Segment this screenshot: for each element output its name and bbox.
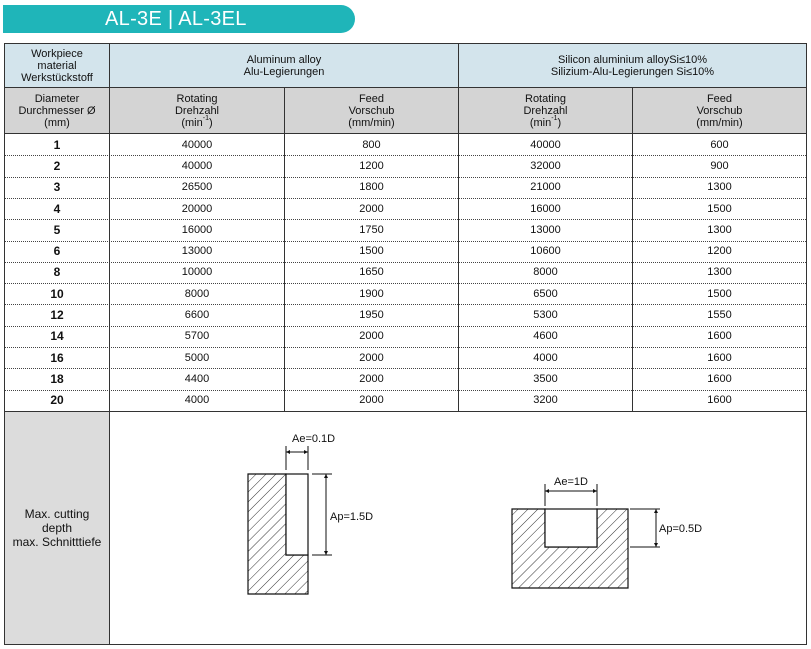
aluminum-alloy-header xyxy=(110,44,458,87)
group1-label-de: Alu-Legierungen xyxy=(243,65,325,78)
ap1-arrow-top xyxy=(324,474,328,478)
rotating-header-1 xyxy=(110,88,284,133)
ae2-arrow-left xyxy=(545,489,549,493)
rotating-cell: 4400 xyxy=(184,372,210,385)
ap2-arrow-top xyxy=(654,509,658,513)
diameter-cell: 3 xyxy=(53,180,61,195)
ae1-label: Ae=0.1D xyxy=(292,433,336,445)
rotating-cell: 16000 xyxy=(530,202,561,215)
rotating-cell: 5300 xyxy=(533,309,558,322)
grid-line xyxy=(109,44,110,644)
rotating-unit xyxy=(175,114,219,129)
rotating-cell: 8000 xyxy=(184,287,210,300)
diameter-cell: 1 xyxy=(53,137,61,152)
diameter-cell: 10 xyxy=(50,286,64,301)
feed-cell: 1200 xyxy=(707,245,732,258)
feed-cell: 1750 xyxy=(359,223,384,236)
diameter-cell: 2 xyxy=(53,158,61,173)
ap2-arrow-bottom xyxy=(654,543,658,547)
ae1-arrow-left xyxy=(286,450,290,454)
rotating-label-line2: Drehzahl xyxy=(523,104,568,117)
material-header-cell xyxy=(5,44,109,87)
feed-cell: 1600 xyxy=(707,330,732,343)
feed-label-line1: Feed xyxy=(706,92,733,105)
feed-cell: 1500 xyxy=(707,202,732,215)
feed-header-1 xyxy=(285,88,458,133)
diameter-cell: 8 xyxy=(53,265,61,280)
rotating-cell: 40000 xyxy=(181,159,213,172)
diameter-cell: 14 xyxy=(50,329,64,344)
rotating-cell: 13000 xyxy=(530,223,561,236)
material-label-line2: material xyxy=(37,59,77,72)
rotating-unit xyxy=(523,114,567,129)
rotating-cell: 10600 xyxy=(530,245,561,258)
diameter-cell: 20 xyxy=(50,393,64,408)
grid-line xyxy=(284,88,285,411)
diameter-label-line2: Durchmesser Ø xyxy=(18,104,96,117)
rotating-unit-base: (min xyxy=(529,116,552,129)
diameter-header xyxy=(5,88,109,133)
material-label-line3: Werkstückstoff xyxy=(21,71,93,84)
rotating-unit-close: ) xyxy=(208,116,213,129)
feed-cell: 2000 xyxy=(359,330,384,343)
feed-label-line3: (mm/min) xyxy=(348,116,395,129)
rotating-cell: 8000 xyxy=(533,266,558,279)
grid-line xyxy=(5,133,806,134)
feed-cell: 1300 xyxy=(707,181,732,194)
rotating-cell: 6500 xyxy=(533,287,558,300)
grid-line xyxy=(5,411,806,412)
feed-header-2 xyxy=(633,88,806,133)
feed-cell: 2000 xyxy=(359,351,384,364)
diameter-label-line3: (mm) xyxy=(44,116,70,129)
feed-cell: 2000 xyxy=(359,394,384,407)
feed-label-line1: Feed xyxy=(358,92,385,105)
rotating-cell: 4000 xyxy=(533,351,558,364)
feed-cell: 1800 xyxy=(359,181,384,194)
feed-cell: 1500 xyxy=(707,287,732,300)
rotating-cell: 10000 xyxy=(181,266,213,279)
feed-cell: 1600 xyxy=(707,351,732,364)
rotating-unit-close: ) xyxy=(557,116,562,129)
rotating-cell: 20000 xyxy=(181,202,213,215)
feed-cell: 1300 xyxy=(707,266,732,279)
diameter-cell: 4 xyxy=(53,201,61,216)
ae2-label: Ae=1D xyxy=(554,476,588,488)
feed-cell: 2000 xyxy=(359,202,384,215)
ap1-label: Ap=1.5D xyxy=(330,511,374,523)
diameter-cell: 6 xyxy=(53,244,61,259)
diameter-cell: 5 xyxy=(53,222,61,237)
cut-region-1 xyxy=(286,474,308,555)
rotating-cell: 5700 xyxy=(184,330,210,343)
feed-cell: 1550 xyxy=(707,309,732,322)
cutting-conditions-table xyxy=(4,43,807,645)
group2-label-en: Silicon aluminium alloySi≤10% xyxy=(557,53,708,66)
rotating-label-line1: Rotating xyxy=(176,92,218,105)
feed-cell: 800 xyxy=(362,138,381,151)
feed-cell: 1600 xyxy=(707,372,732,385)
product-title-banner xyxy=(3,5,355,33)
feed-cell: 600 xyxy=(710,138,729,151)
rotating-unit-exp: -1 xyxy=(202,114,209,122)
rotating-cell: 16000 xyxy=(181,223,213,236)
diagram-slot-milling xyxy=(512,476,702,588)
rotating-label-line1: Rotating xyxy=(525,92,566,105)
cutting-depth-line3: max. Schnitttiefe xyxy=(12,535,102,549)
cutting-depth-line1: Max. cutting xyxy=(24,507,90,521)
diameter-cell: 16 xyxy=(50,350,64,365)
feed-cell: 1300 xyxy=(707,223,732,236)
rotating-cell: 32000 xyxy=(530,159,561,172)
feed-cell: 1900 xyxy=(359,287,384,300)
rotating-unit-base: (min xyxy=(181,116,203,129)
feed-label-line2: Vorschub xyxy=(696,104,743,117)
material-label-line1: Workpiece xyxy=(31,47,83,60)
feed-label-line3: (mm/min) xyxy=(696,116,743,129)
rotating-label-line2: Drehzahl xyxy=(174,104,220,117)
feed-cell: 1600 xyxy=(707,394,732,407)
diagram-side-milling xyxy=(248,433,373,594)
cutting-depth-label-cell xyxy=(5,412,109,644)
cut-region-2 xyxy=(545,509,597,547)
cutting-depth-diagrams xyxy=(110,412,806,644)
feed-cell: 1650 xyxy=(359,266,384,279)
rotating-cell: 3200 xyxy=(533,394,558,407)
feed-cell: 1950 xyxy=(359,309,384,322)
rotating-unit-exp: -1 xyxy=(551,114,558,122)
rotating-cell: 3500 xyxy=(533,372,558,385)
cutting-depth-line2: depth xyxy=(41,521,73,535)
rotating-cell: 5000 xyxy=(184,351,210,364)
grid-line xyxy=(632,88,633,411)
feed-label-line2: Vorschub xyxy=(348,104,395,117)
product-title: AL-3E | AL-3EL xyxy=(105,8,247,30)
ae2-arrow-right xyxy=(593,489,597,493)
rotating-header-2 xyxy=(459,88,632,133)
feed-cell: 1200 xyxy=(359,159,384,172)
ap2-label: Ap=0.5D xyxy=(659,523,703,535)
ae1-arrow-right xyxy=(304,450,308,454)
diameter-cell: 12 xyxy=(50,308,64,323)
silicon-aluminium-header xyxy=(459,44,806,87)
group2-label-de: Silizium-Alu-Legierungen Si≤10% xyxy=(550,65,715,78)
group1-label-en: Aluminum alloy xyxy=(246,53,322,66)
grid-line xyxy=(5,87,806,88)
feed-cell: 900 xyxy=(710,159,729,172)
rotating-cell: 26500 xyxy=(181,181,213,194)
grid-line xyxy=(458,44,459,411)
feed-cell: 1500 xyxy=(359,245,384,258)
rotating-cell: 13000 xyxy=(181,245,213,258)
rotating-cell: 21000 xyxy=(530,181,561,194)
rotating-cell: 6600 xyxy=(184,309,210,322)
diameter-label-line1: Diameter xyxy=(34,92,80,105)
rotating-cell: 4000 xyxy=(184,394,210,407)
feed-cell: 2000 xyxy=(359,372,384,385)
ap1-arrow-bottom xyxy=(324,551,328,555)
diameter-cell: 18 xyxy=(50,371,64,386)
rotating-cell: 40000 xyxy=(181,138,213,151)
rotating-cell: 40000 xyxy=(530,138,561,151)
rotating-cell: 4600 xyxy=(533,330,558,343)
